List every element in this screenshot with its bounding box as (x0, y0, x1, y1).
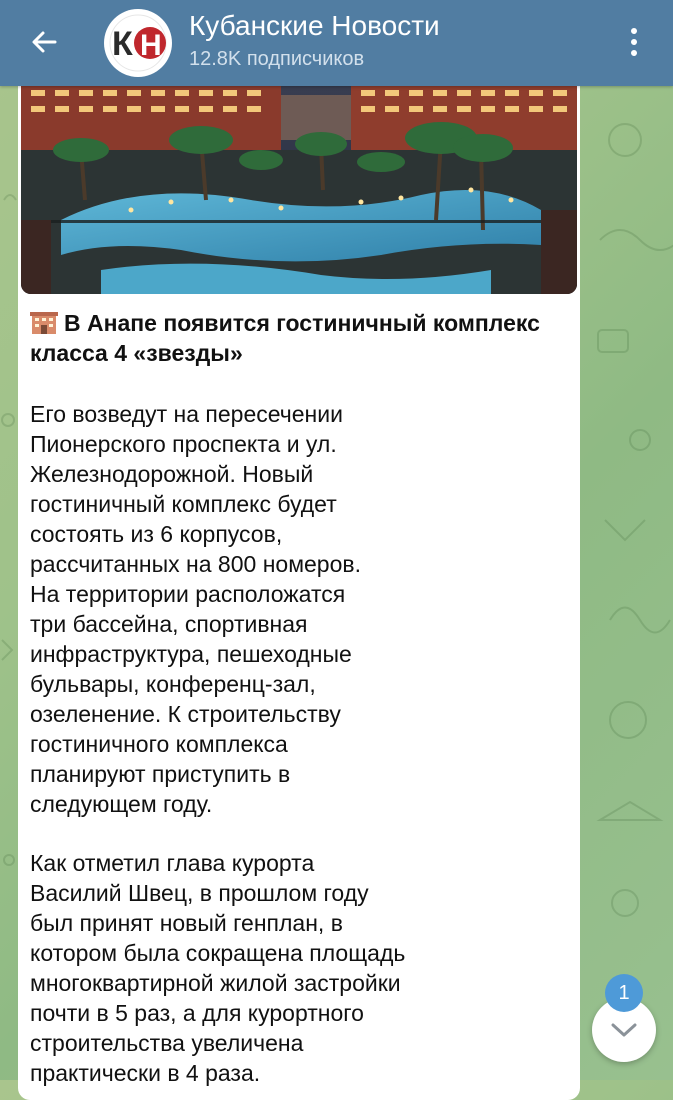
post-paragraph-2: Как отметил глава курорта Василий Швец, в прошлом году был принят новый генплан, в котором была сокращена площадь многоквартирной жилой застройки почти в 5 раз, а для курортного строительства увеличена практически в 4 раза. (30, 850, 406, 1086)
channel-title[interactable]: Кубанские Новости (189, 10, 440, 41)
chevron-down-icon (609, 1020, 639, 1040)
more-vertical-icon (631, 28, 637, 34)
message-bubble (18, 70, 580, 1100)
menu-dot (631, 50, 637, 56)
svg-text:Н: Н (140, 29, 162, 62)
more-menu-button[interactable] (612, 20, 656, 64)
unread-badge: 1 (605, 974, 643, 1012)
hotel-icon (30, 310, 58, 334)
chat-header (0, 0, 673, 86)
svg-text:К: К (112, 25, 133, 63)
post-paragraph-1: Его возведут на пересечении Пионерского проспекта и ул. Железнодорожной. Новый гостиничный комплекс будет состоять из 6 корпусов, рассчитанных на 800 номеров. На территории расположатся три бассейна, спортивная инфраструктура, пешеходные бульвары, конференц-зал, озеленение. К строительству гостиничного комплекса планируют приступить в следующем году. (30, 401, 361, 817)
post-title-text: В Анапе появится гостиничный комплекс класса 4 «звезды» (30, 310, 540, 366)
subscriber-count: 12.8K подписчиков (189, 48, 365, 70)
arrow-left-icon (29, 27, 59, 57)
back-button[interactable] (18, 18, 70, 66)
post-title (30, 308, 560, 368)
resort-night-photo (21, 70, 577, 294)
channel-logo (104, 9, 172, 77)
post-photo[interactable] (21, 70, 577, 294)
channel-avatar[interactable] (104, 9, 172, 77)
menu-dot (631, 39, 637, 45)
